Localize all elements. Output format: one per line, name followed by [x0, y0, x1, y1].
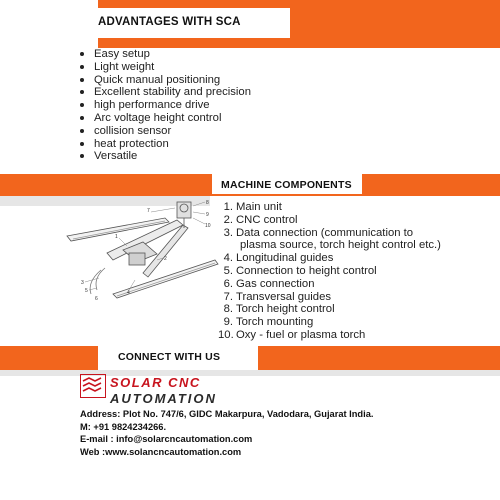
list-item: 1. Main unit	[223, 201, 282, 213]
list-item: Easy setup	[80, 48, 251, 61]
machine-diagram	[65, 198, 220, 308]
diagram-label: 10	[205, 223, 211, 229]
brand-name-line2: AUTOMATION	[110, 391, 217, 406]
diagram-label: 6	[95, 296, 98, 302]
list-item: plasma source, torch height control etc.)	[240, 239, 441, 252]
diagram-label: 9	[206, 212, 209, 218]
list-item: Arc voltage height control	[80, 112, 251, 125]
list-item: 2. CNC control	[223, 213, 298, 226]
list-item: Quick manual positioning	[80, 74, 251, 87]
list-item: Light weight	[80, 61, 251, 74]
connect-header-shadow	[0, 370, 500, 376]
diagram-label: 1	[115, 234, 118, 240]
list-item: collision sensor	[80, 125, 251, 138]
components-list	[218, 201, 498, 342]
list-item: 5. Connection to height control	[223, 264, 377, 277]
advantages-list	[80, 48, 251, 163]
advantages-heading: ADVANTAGES WITH SCA	[98, 16, 241, 28]
list-item: 9. Torch mounting	[223, 316, 314, 329]
diagram-label: 3	[81, 280, 84, 286]
list-item: Excellent stability and precision	[80, 86, 251, 99]
connect-heading: CONNECT WITH US	[118, 351, 221, 363]
list-item: 8. Torch height control	[223, 303, 335, 316]
diagram-label: 4	[127, 290, 130, 296]
components-heading: MACHINE COMPONENTS	[221, 179, 352, 191]
contact-details	[80, 408, 373, 458]
phone-text: M: +91 9824234266.	[80, 421, 167, 432]
website-text: Web :www.solancncautomation.com	[80, 446, 242, 457]
list-item: 4. Longitudinal guides	[223, 252, 334, 265]
solar-cnc-logo	[80, 374, 106, 398]
list-item: 6. Gas connection	[223, 277, 315, 290]
diagram-label: 7	[147, 208, 150, 214]
list-item: high performance drive	[80, 99, 251, 112]
list-item: 3. Data connection (communication to	[223, 226, 414, 239]
brand-name-line1: SOLAR CNC	[110, 375, 201, 390]
address-text: Address: Plot No. 747/6, GIDC Makarpura, Vadodara, Gujarat India.	[80, 409, 374, 419]
list-item: heat protection	[80, 138, 251, 151]
list-item: Versatile	[80, 150, 251, 163]
diagram-label: 8	[206, 200, 209, 206]
diagram-label: 5	[85, 288, 88, 294]
list-item: 7. Transversal guides	[223, 290, 332, 303]
diagram-label: 2	[164, 256, 167, 262]
list-item: 10. Oxy - fuel or plasma torch	[218, 328, 366, 341]
email-text: E-mail : info@solarcncautomation.com	[80, 434, 253, 444]
